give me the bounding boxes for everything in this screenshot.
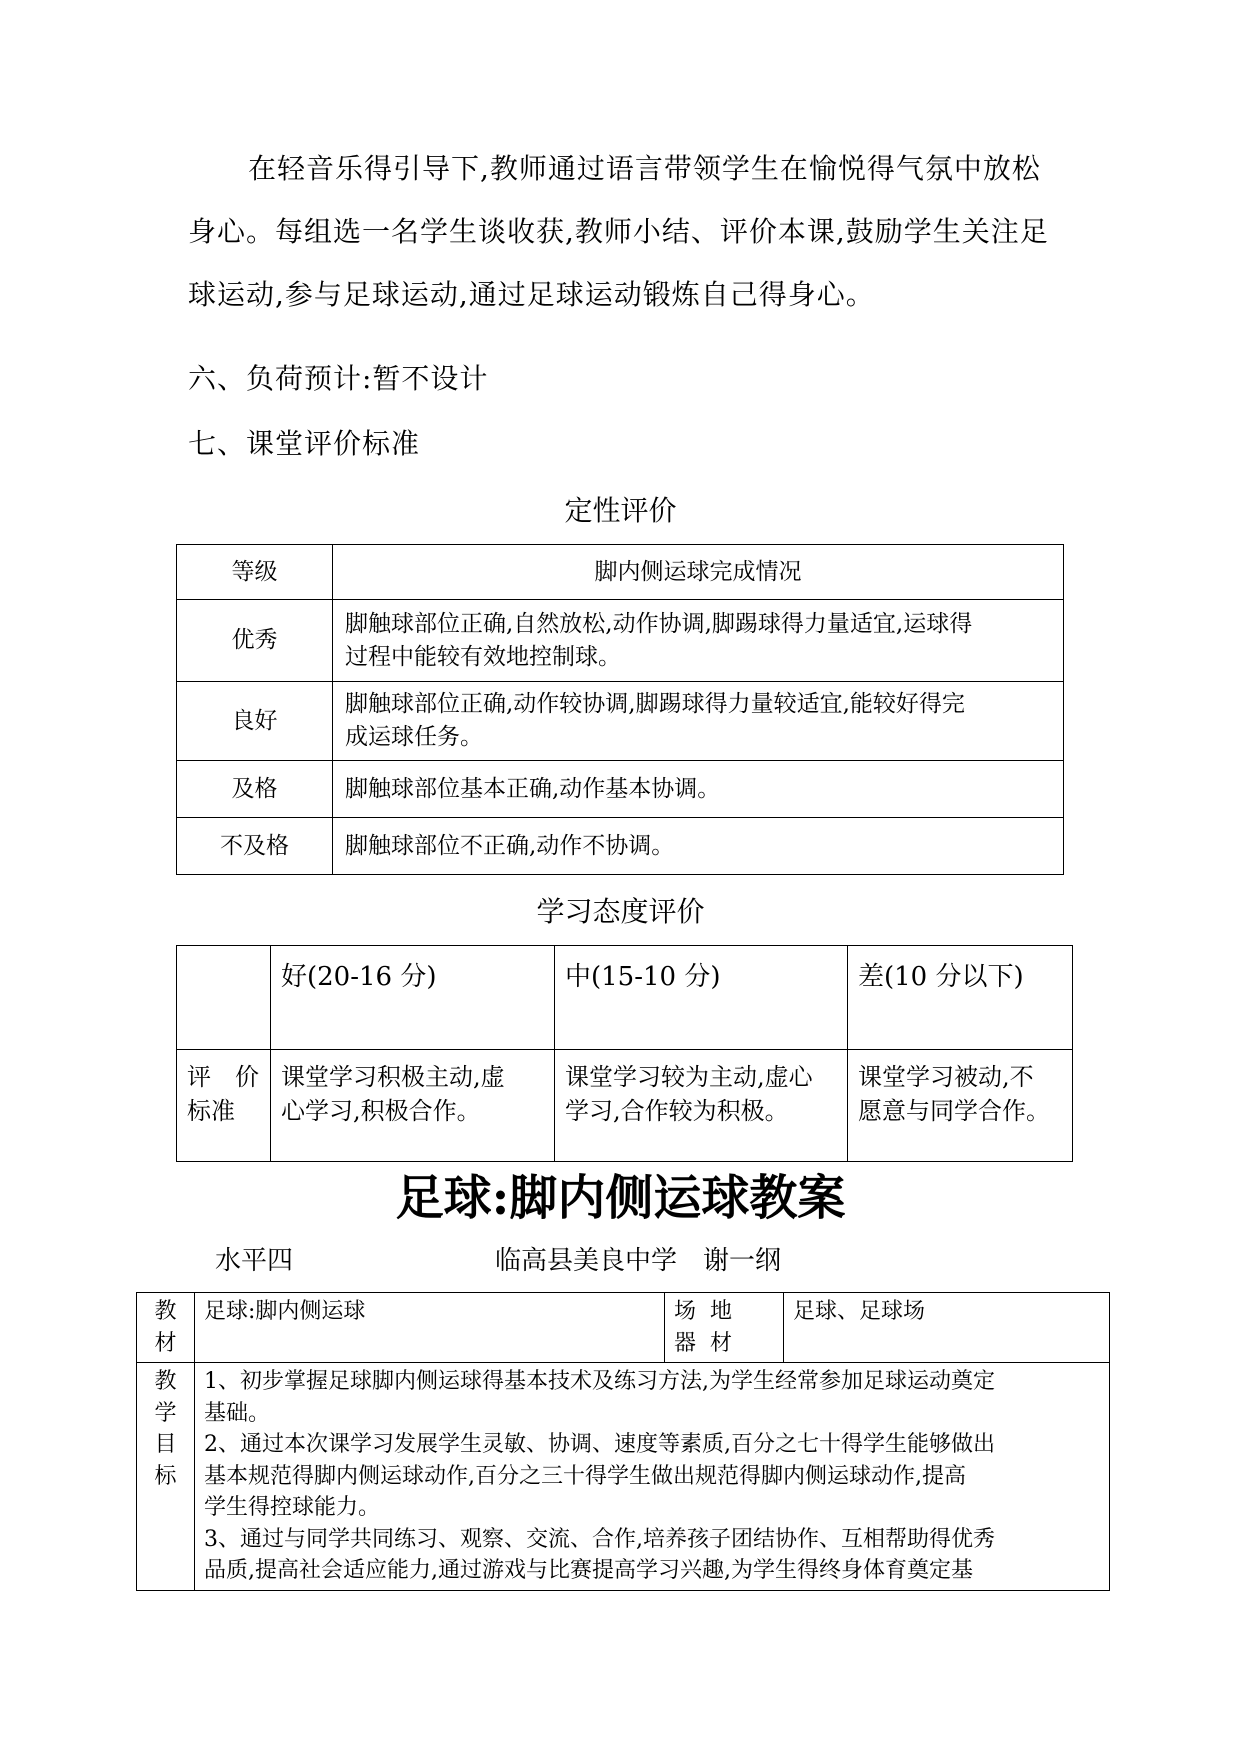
goal-line: 品质,提高社会适应能力,通过游戏与比赛提高学习兴趣,为学生得终身体育奠定基 [204, 1558, 973, 1583]
criteria-cell [848, 1050, 1073, 1162]
criteria-line: 愿意与同学合作。 [858, 1097, 1050, 1125]
description-cell [333, 682, 1064, 761]
empty-header-cell [177, 946, 271, 1050]
criteria-cell [555, 1050, 848, 1162]
qualitative-title: 定性评价 [564, 494, 677, 527]
table-row [177, 682, 1064, 761]
criteria-cell [271, 1050, 555, 1162]
label-char: 教 [154, 1369, 177, 1394]
criteria-line: 课堂学习积极主动,虚 [281, 1063, 505, 1091]
description-cell: 脚触球部位基本正确,动作基本协调。 [333, 761, 1064, 818]
header-level: 等级 [177, 545, 333, 600]
label-char: 目 [154, 1432, 177, 1457]
venue-value: 足球、足球场 [784, 1293, 1110, 1363]
row-label-line: 评 价 [187, 1063, 259, 1091]
material-label [137, 1293, 195, 1363]
table-row [137, 1293, 1110, 1363]
description-line: 脚触球部位正确,动作较协调,脚踢球得力量较适宜,能较好得完 [345, 691, 965, 717]
criteria-line: 课堂学习较为主动,虚心 [565, 1063, 813, 1091]
qualitative-table [176, 544, 1064, 875]
intro-line-3: 球运动,参与足球运动,通过足球运动锻炼自己得身心。 [188, 278, 875, 311]
intro-line-2: 身心。每组选一名学生谈收获,教师小结、评价本课,鼓励学生关注足 [188, 215, 1049, 248]
description-line: 脚触球部位正确,自然放松,动作协调,脚踢球得力量适宜,运球得 [345, 610, 973, 637]
level-cell: 及格 [177, 761, 333, 818]
goal-line: 3、通过与同学共同练习、观察、交流、合作,培养孩子团结协作、互相帮助得优秀 [204, 1526, 995, 1552]
description-cell: 脚触球部位不正确,动作不协调。 [333, 818, 1064, 875]
criteria-line: 课堂学习被动,不 [858, 1063, 1034, 1091]
level-cell: 优秀 [177, 600, 333, 682]
goal-line: 1、初步掌握足球脚内侧运球得基本技术及练习方法,为学生经常参加足球运动奠定 [204, 1369, 995, 1394]
description-line: 成运球任务。 [345, 724, 483, 750]
section-7-heading: 七、课堂评价标准 [188, 427, 421, 460]
attitude-table [176, 945, 1073, 1162]
description-cell [333, 600, 1064, 682]
row-label-cell [177, 1050, 271, 1162]
goal-line: 2、通过本次课学习发展学生灵敏、协调、速度等素质,百分之七十得学生能够做出 [204, 1432, 995, 1457]
table-row [177, 818, 1064, 875]
lesson-plan-table [136, 1292, 1110, 1591]
venue-label-line: 器材 [674, 1330, 747, 1356]
material-value: 足球:脚内侧运球 [195, 1293, 665, 1363]
table-row [177, 1050, 1073, 1162]
header-medium: 中(15-10 分) [555, 946, 848, 1050]
goal-line: 基础。 [204, 1400, 271, 1426]
row-label-line: 标准 [187, 1097, 235, 1125]
table-row [137, 1363, 1110, 1591]
label-char: 学 [154, 1400, 177, 1426]
criteria-line: 心学习,积极合作。 [281, 1097, 481, 1125]
goal-label [137, 1363, 195, 1591]
table-row [177, 600, 1064, 682]
table-header-row [177, 545, 1064, 600]
lesson-author: 临高县美良中学 谢一纲 [495, 1246, 782, 1276]
lesson-title: 足球:脚内侧运球教案 [395, 1170, 846, 1226]
level-cell: 不及格 [177, 818, 333, 875]
lesson-level: 水平四 [215, 1246, 294, 1276]
goal-content [195, 1363, 1110, 1591]
venue-label-line: 场地 [674, 1299, 747, 1324]
goal-line: 基本规范得脚内侧运球动作,百分之三十得学生做出规范得脚内侧运球动作,提高 [204, 1463, 966, 1489]
level-cell: 良好 [177, 682, 333, 761]
table-row [177, 761, 1064, 818]
intro-line-1: 在轻音乐得引导下,教师通过语言带领学生在愉悦得气氛中放松 [248, 152, 1041, 185]
attitude-title: 学习态度评价 [536, 895, 705, 928]
header-good: 好(20-16 分) [271, 946, 555, 1050]
goal-line: 学生得控球能力。 [204, 1495, 381, 1520]
label-char: 材 [154, 1330, 177, 1356]
header-description: 脚内侧运球完成情况 [333, 545, 1064, 600]
table-header-row [177, 946, 1073, 1050]
section-6-heading: 六、负荷预计:暂不设计 [188, 362, 489, 395]
criteria-line: 学习,合作较为积极。 [565, 1097, 789, 1125]
description-line: 过程中能较有效地控制球。 [345, 643, 621, 670]
label-char: 教 [154, 1299, 177, 1324]
venue-label [665, 1293, 784, 1363]
label-char: 标 [154, 1463, 177, 1489]
header-poor: 差(10 分以下) [848, 946, 1073, 1050]
